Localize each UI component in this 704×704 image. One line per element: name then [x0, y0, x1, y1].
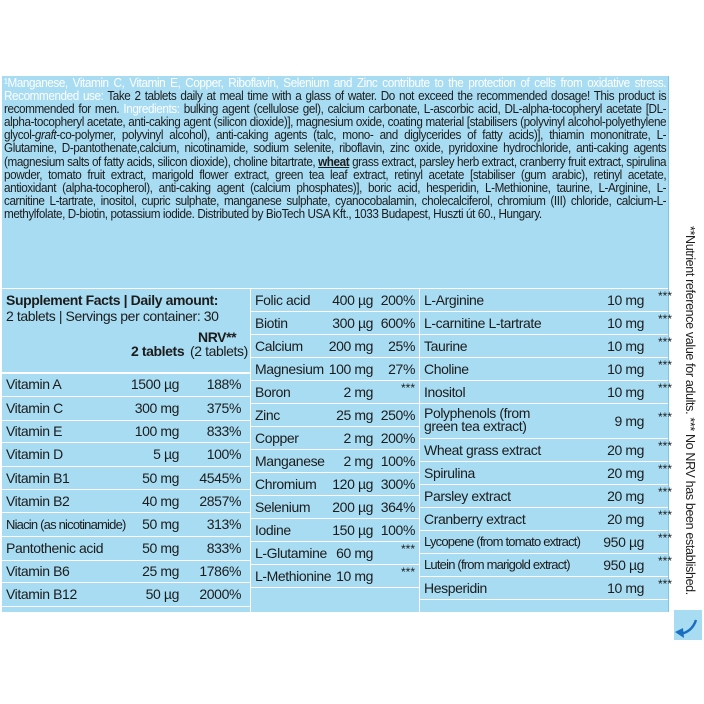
- ingredients-text-b: -co-polymer, polyvinyl alcohol), anti-caking agents (talc, mono- and diglycerides of fatty acids)], thiamin mononitrate, L-Glutamine, D-pantothenate,calcium, nicotinamide, sodium selenite, riboflavin, zinc oxide, pyridoxine hydrochloride, anti-caking agents (magnesium salts of fatty acids, silicon dioxide), choline bitartrate,: [4, 128, 667, 169]
- nutrient-name: Zinc: [255, 407, 280, 423]
- table-row: [0, 531, 704, 553]
- nutrient-nrv: 250%: [380, 407, 415, 423]
- nutrient-amount: 50 mg: [142, 470, 179, 486]
- nutrient-amount: 60 mg: [336, 545, 373, 561]
- nutrient-amount: 950 µg: [603, 557, 644, 573]
- table-row: [0, 335, 704, 357]
- nutrient-nrv: 600%: [380, 315, 415, 331]
- table-row: [0, 462, 704, 484]
- nutrient-name: L-Arginine: [424, 292, 484, 308]
- nutrient-nrv: ***: [657, 508, 672, 522]
- nutrient-amount: 10 mg: [607, 384, 644, 400]
- nutrient-name: Boron: [255, 384, 291, 400]
- nutrient-name: Copper: [255, 430, 299, 446]
- nutrient-name: Vitamin B6: [6, 563, 70, 579]
- nutrient-name: Manganese: [255, 453, 325, 469]
- nutrient-amount: 50 mg: [142, 516, 179, 532]
- col-nrv-header: NRV**: [198, 329, 237, 345]
- nutrient-amount: 40 mg: [142, 493, 179, 509]
- nutrient-amount: 300 mg: [134, 400, 179, 416]
- table-row: [0, 358, 704, 380]
- nutrient-amount: 50 µg: [145, 586, 179, 602]
- nutrient-nrv: ***: [657, 531, 672, 545]
- nutrient-nrv: 188%: [206, 376, 241, 392]
- nutrient-name: Chromium: [255, 476, 317, 492]
- nutrient-name: L-carnitine L-tartrate: [424, 315, 542, 331]
- nutrient-name: Spirulina: [424, 465, 475, 481]
- nutrient-name: Vitamin C: [6, 400, 63, 416]
- nutrient-nrv: ***: [657, 410, 672, 424]
- nutrient-amount: 2 mg: [343, 430, 373, 446]
- nutrient-amount: 10 mg: [336, 568, 373, 584]
- nutrient-amount: 10 mg: [607, 338, 644, 354]
- column-divider: [250, 289, 251, 612]
- nutrient-nrv: 300%: [380, 476, 415, 492]
- nutrient-nrv: 833%: [206, 540, 241, 556]
- row-divider: [2, 606, 250, 607]
- table-row: [0, 404, 704, 438]
- nutrient-amount: 50 mg: [142, 540, 179, 556]
- ingredients-label: Ingredients:: [123, 102, 180, 117]
- nutrient-name: Wheat grass extract: [424, 442, 541, 458]
- nutrient-nrv: 364%: [380, 499, 415, 515]
- row-divider: [2, 372, 250, 374]
- nutrient-amount: 20 mg: [607, 511, 644, 527]
- nutrient-nrv: ***: [657, 554, 672, 568]
- nutrient-name: Folic acid: [255, 292, 311, 308]
- nutrient-amount: 100 mg: [134, 423, 179, 439]
- nutrient-name: Parsley extract: [424, 488, 511, 504]
- nutrient-amount: 2 mg: [343, 453, 373, 469]
- nutrient-nrv: ***: [657, 358, 672, 372]
- nutrient-name: Hesperidin: [424, 580, 487, 596]
- recommended-use-label: Recommended use:: [4, 89, 104, 104]
- nutrient-name: Vitamin B12: [6, 586, 77, 602]
- nutrient-nrv: 2857%: [199, 493, 241, 509]
- facts-subtitle: 2 tablets | Servings per container: 30: [6, 308, 219, 324]
- nutrient-amount: 10 mg: [607, 315, 644, 331]
- nutrient-amount: 25 mg: [336, 407, 373, 423]
- nutrient-nrv: ***: [400, 565, 415, 579]
- nutrient-name-line1: Polyphenols (from: [424, 405, 531, 421]
- ingredients-paragraph: [4, 77, 666, 221]
- nutrient-nrv: 200%: [380, 292, 415, 308]
- nutrient-nrv: ***: [657, 577, 672, 591]
- nutrient-amount: 400 µg: [332, 292, 373, 308]
- nutrient-amount: 150 µg: [332, 522, 373, 538]
- nutrient-name: Vitamin B2: [6, 493, 70, 509]
- nutrient-amount: 10 mg: [607, 292, 644, 308]
- nutrient-amount: 100 mg: [328, 361, 373, 377]
- ingredients-text-a: bulking agent (cellulose gel), calcium carbonate, L-ascorbic acid, DL-alpha-tocopheryl acetate [DL-alpha-tocopheryl acetate, anti-caking agent (silicon dioxide)], magnesium oxide, coating material [stabilisers (polyvinyl alcohol-polyethylene glycol-: [4, 102, 667, 143]
- nutrient-nrv: ***: [657, 462, 672, 476]
- nutrient-amount: 2 mg: [343, 384, 373, 400]
- nutrient-nrv: 375%: [206, 400, 241, 416]
- nutrient-name: Pantothenic acid: [6, 540, 104, 556]
- nutrient-nrv: ***: [657, 289, 672, 303]
- nutrient-name: Selenium: [255, 499, 311, 515]
- ingredients-text-c: grass extract, parsley herb extract, cranberry fruit extract, spirulina powder, tomato fruit extract, marigold flower extract, green tea leaf extract, retinyl acetate [stabiliser (gum arabic), retinyl acetate, antioxidant (alpha-tocopherol), anti-caking agent (calcium phosphates)], boric acid, hesperidin, L-Methionine, taurine, L-Arginine, L-carnitine L-tartrate, inositol, cupric sulphate, manganese sulphate, cyanocobalamin, cholecalciferol, chromium (III) chloride, calcium-L-methylfolate, D-biotin, potassium iodide. Distributed by BioTech USA Kft., 1033 Budapest, Huszti út 60., Hungary.: [4, 154, 667, 221]
- nutrient-nrv: 1786%: [199, 563, 241, 579]
- nutrient-amount: 1500 µg: [130, 376, 179, 392]
- allergen-wheat: wheat: [318, 154, 350, 169]
- nutrient-name: Lutein (from marigold extract): [424, 557, 570, 572]
- ingredients-italic: graft: [34, 128, 57, 143]
- nutrient-amount: 5 µg: [153, 446, 179, 462]
- nutrient-nrv: 313%: [206, 516, 241, 532]
- nutrient-name-line2: green tea extract): [424, 418, 527, 434]
- nutrient-amount: 9 mg: [614, 413, 644, 429]
- nutrient-nrv: ***: [657, 335, 672, 349]
- table-row: [0, 289, 704, 311]
- row-divider: [2, 288, 250, 289]
- nutrient-amount: 200 mg: [328, 338, 373, 354]
- nutrient-name: Calcium: [255, 338, 303, 354]
- table-row: [0, 554, 704, 576]
- nutrient-name: Choline: [424, 361, 469, 377]
- nutrient-nrv: ***: [657, 439, 672, 453]
- table-row: [0, 312, 704, 334]
- nutrient-name: Cranberry extract: [424, 511, 526, 527]
- nutrient-name: Taurine: [424, 338, 468, 354]
- nutrient-amount: 20 mg: [607, 488, 644, 504]
- nutrient-nrv: 4545%: [199, 470, 241, 486]
- nutrient-nrv: 100%: [380, 453, 415, 469]
- nutrient-amount: 20 mg: [607, 465, 644, 481]
- nutrient-nrv: 2000%: [199, 586, 241, 602]
- nutrient-name: Vitamin E: [6, 423, 63, 439]
- claims-text: ¹Manganese, Vitamin C, Vitamin E, Copper, Riboflavin, Selenium and Zinc contribute to the protection of cells from oxidative stress.: [4, 76, 667, 90]
- row-divider: [250, 288, 668, 289]
- nutrient-name: L-Glutamine: [255, 545, 327, 561]
- nutrient-name: L-Methionine: [255, 568, 332, 584]
- facts-title: Supplement Facts | Daily amount:: [6, 292, 219, 308]
- nutrient-amount: 950 µg: [603, 534, 644, 550]
- nutrient-name: Lycopene (from tomato extract): [424, 534, 581, 549]
- table-row: [0, 577, 704, 599]
- nutrient-nrv: 100%: [206, 446, 241, 462]
- nutrient-amount: 10 mg: [607, 361, 644, 377]
- nutrient-name: Magnesium: [255, 361, 324, 377]
- nutrient-name: Iodine: [255, 522, 291, 538]
- table-row: [0, 485, 704, 507]
- table-row: [0, 508, 704, 530]
- nutrient-amount: 10 mg: [607, 580, 644, 596]
- nutrient-amount: 300 µg: [332, 315, 373, 331]
- nutrient-amount: 200 µg: [332, 499, 373, 515]
- table-row: [0, 381, 704, 403]
- table-row: [0, 439, 704, 461]
- col-amount-header: 2 tablets: [131, 343, 185, 359]
- nrv-footnote-text: **Nutrient reference value for adults. *** No NRV has been established.: [683, 226, 697, 595]
- nutrient-nrv: 833%: [206, 423, 241, 439]
- nutrient-nrv: ***: [657, 312, 672, 326]
- row-divider: [419, 599, 668, 600]
- nutrient-nrv: ***: [400, 542, 415, 556]
- nutrient-nrv: ***: [657, 485, 672, 499]
- recommended-use-text: Take 2 tablets daily at meal time with a glass of water. Do not exceed the recommended dosage! This product is recommended for men.: [4, 89, 667, 117]
- nutrient-nrv: ***: [400, 381, 415, 395]
- nutrient-nrv: 200%: [380, 430, 415, 446]
- column-divider: [419, 289, 420, 612]
- nutrient-name: Vitamin B1: [6, 470, 70, 486]
- nutrient-name: Vitamin A: [6, 376, 62, 392]
- nutrient-name: Vitamin D: [6, 446, 63, 462]
- nutrient-amount: 120 µg: [332, 476, 373, 492]
- nutrient-nrv: 25%: [388, 338, 415, 354]
- nutrient-name: Niacin (as nicotinamide): [6, 517, 126, 532]
- nutrient-nrv: ***: [657, 381, 672, 395]
- arrow-curl-icon: [672, 610, 704, 640]
- nutrient-amount: 25 mg: [142, 563, 179, 579]
- nutrient-nrv: 27%: [388, 361, 415, 377]
- nutrient-name: Inositol: [424, 384, 466, 400]
- nutrient-name: Biotin: [255, 315, 288, 331]
- nutrient-name: [424, 407, 530, 433]
- nutrient-nrv: 100%: [380, 522, 415, 538]
- col-nrv-subheader: (2 tablets): [190, 343, 248, 359]
- nutrient-amount: 20 mg: [607, 442, 644, 458]
